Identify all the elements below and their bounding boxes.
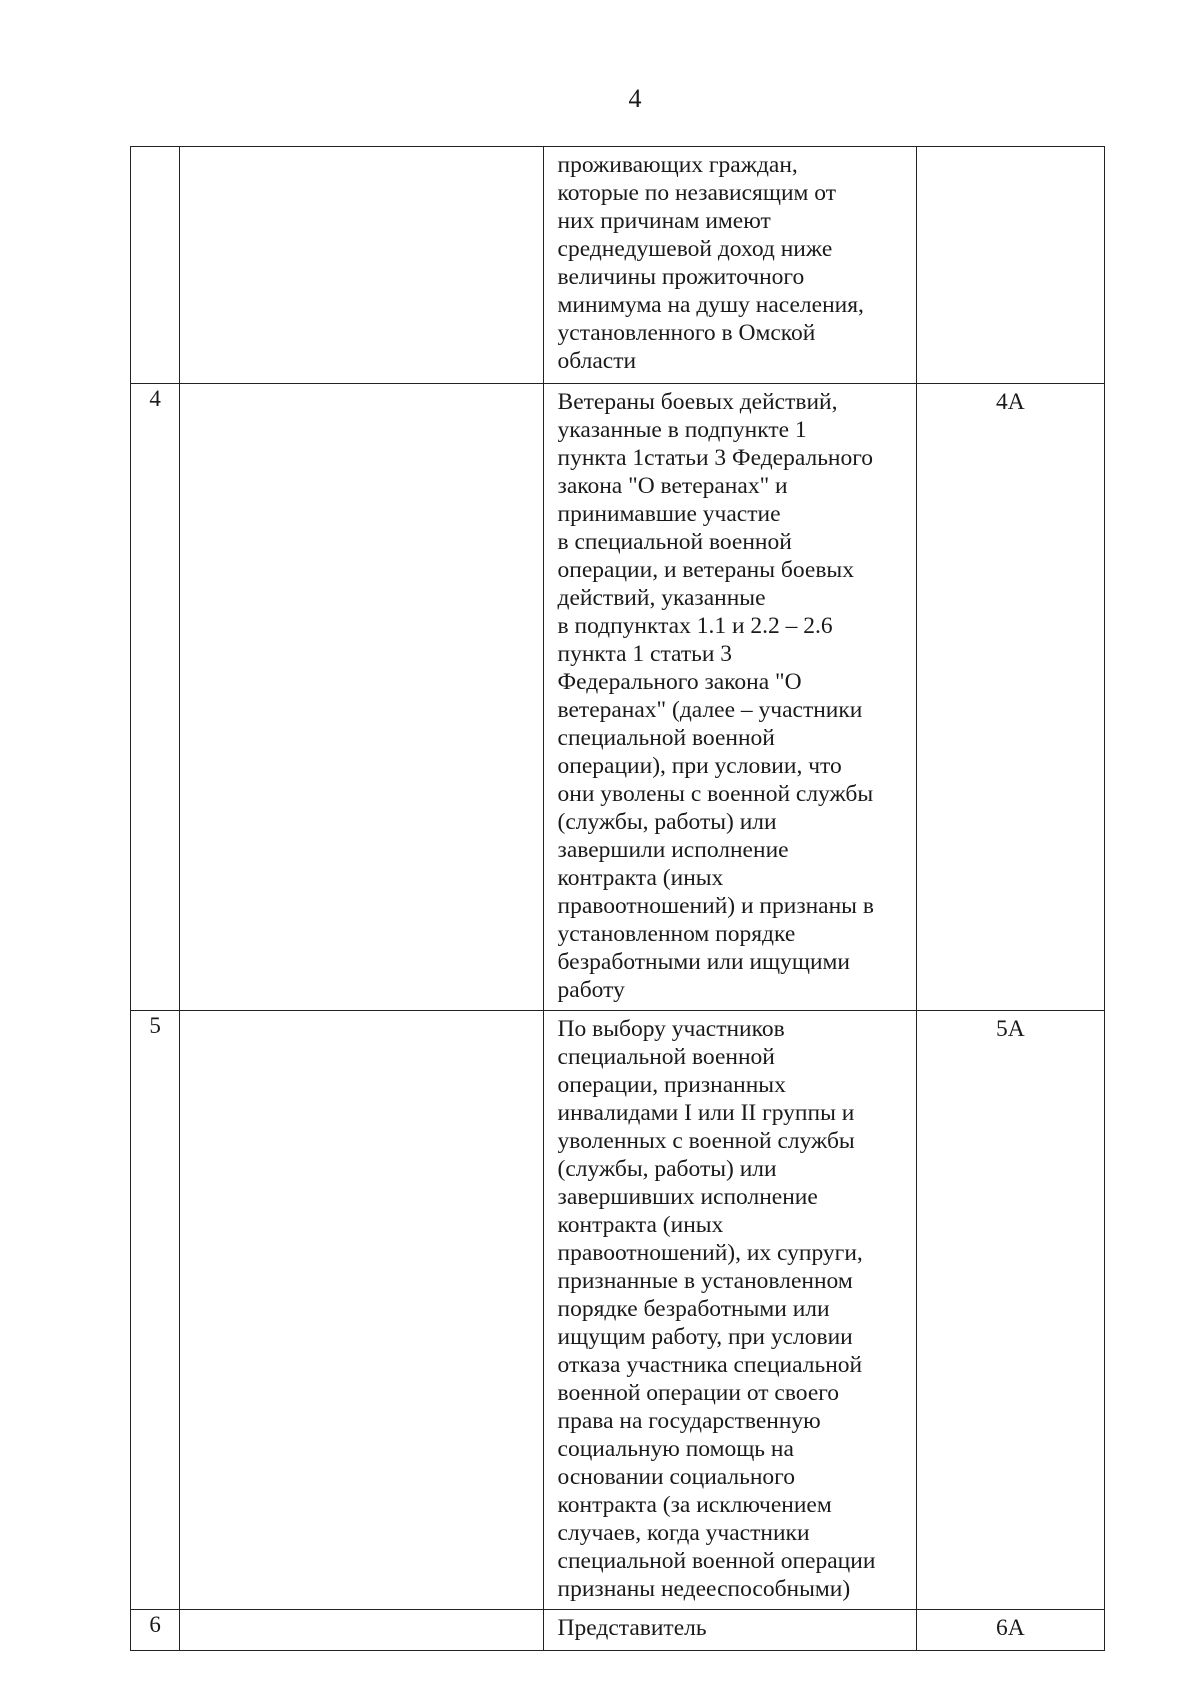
category-code-cell — [916, 384, 1104, 1011]
page-number: 4 — [628, 84, 642, 113]
table-row — [131, 384, 1105, 1011]
category-code: 5А — [996, 1016, 1025, 1042]
row-number: 6 — [149, 1612, 161, 1637]
empty-cell — [180, 384, 543, 1011]
category-description: Представитель — [543, 1610, 916, 1651]
category-code: 4А — [996, 389, 1025, 415]
category-code-cell — [916, 147, 1104, 384]
category-description: Ветераны боевых действий, указанные в подпункте 1 пункта 1статьи 3 Федерального закона "О ветеранах" и принимавшие участие в специальной военной операции, и ветераны боевых действий, указанные в подпунктах 1.1 и 2.2 – 2.6 пункта 1 статьи 3 Федерального закона "О ветеранах" (далее – участники специальной военной операции), при условии, что они уволены с военной службы (службы, работы) или завершили исполнение контракта (иных правоотношений) и признаны в установленном порядке безработными или ищущими работу — [543, 384, 916, 1011]
row-number: 4 — [149, 386, 161, 411]
row-number-cell — [131, 384, 180, 1011]
table-row — [131, 147, 1105, 384]
table-row — [131, 1610, 1105, 1651]
row-number-cell — [131, 1610, 180, 1651]
category-description: проживающих граждан, которые по независящим от них причинам имеют среднедушевой доход ниже величины прожиточного минимума на душу населения, установленного в Омской области — [543, 147, 916, 384]
categories-table — [130, 146, 1105, 1651]
row-number: 5 — [149, 1013, 161, 1038]
table-row — [131, 1011, 1105, 1610]
category-code: 6А — [996, 1615, 1025, 1641]
category-description: По выбору участников специальной военной операции, признанных инвалидами I или II группы и уволенных с военной службы (службы, работы) или завершивших исполнение контракта (иных правоотношений), их супруги, признанные в установленном порядке безработными или ищущим работу, при условии отказа участника специальной военной операции от своего права на государственную социальную помощь на основании социального контракта (за исключением случаев, когда участники специальной военной операции признаны недееспособными) — [543, 1011, 916, 1610]
row-number — [131, 147, 179, 149]
empty-cell — [180, 1011, 543, 1610]
row-number-cell — [131, 1011, 180, 1610]
empty-cell — [180, 1610, 543, 1651]
category-code — [917, 147, 1104, 151]
row-number-cell — [131, 147, 180, 384]
category-code-cell — [916, 1610, 1104, 1651]
category-code-cell — [916, 1011, 1104, 1610]
empty-cell — [180, 147, 543, 384]
